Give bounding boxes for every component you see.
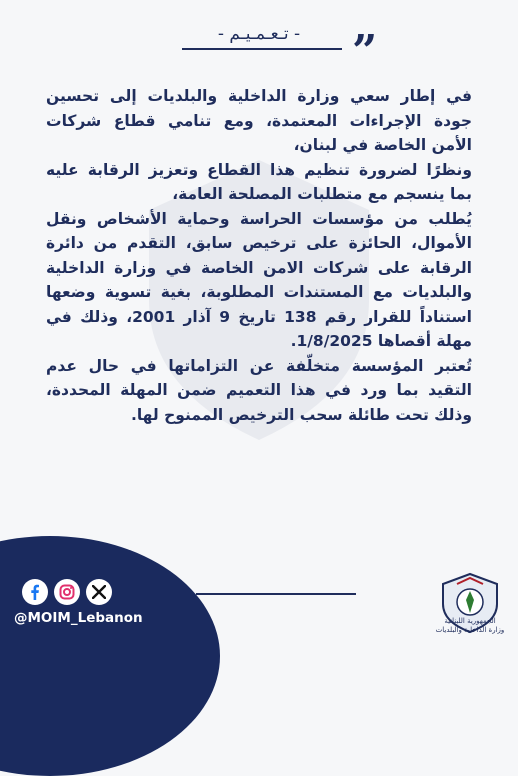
paragraph-reason: ونظرًا لضرورة تنظيم هذا القطاع وتعزيز الرقابة عليه بما ينسجم مع متطلبات المصلحة العامة، [46, 160, 472, 203]
title-underline [182, 48, 342, 50]
facebook-icon[interactable] [22, 579, 48, 605]
instagram-icon[interactable] [54, 579, 80, 605]
paragraph-intro: في إطار سعي وزارة الداخلية والبلديات إلى تحسين جودة الإجراءات المعتمدة، ومع تنامي قطاع شركات الأمن الخاصة في لبنان، [46, 87, 472, 154]
x-icon[interactable] [86, 579, 112, 605]
footer-corner-shape [0, 536, 220, 776]
page-title: - تـعـمـيـم - [217, 24, 301, 44]
bottom-divider [196, 593, 356, 595]
circular-body [46, 84, 472, 427]
social-links [22, 579, 112, 605]
paragraph-request: يُطلب من مؤسسات الحراسة وحماية الأشخاص ونقل الأموال، الحائزة على ترخيص سابق، التقدم من دائرة الرقابة على شركات الامن الخاصة في وزارة الداخلية والبلديات مع المستندات المطلوبة، بغية تسوية وضعها استناداً للقرار رقم 138 تاريخ 9 آذار 2001، وذلك في مهلة أقصاها 1/8/2025. [46, 209, 472, 350]
logo-caption-line2: وزارة الداخلية والبلديات [435, 626, 505, 634]
social-handle[interactable]: @MOIM_Lebanon [14, 610, 143, 626]
paragraph-penalty: تُعتبر المؤسسة متخلّفة عن التزاماتها في حال عدم التقيد بما ورد في هذا التعميم ضمن المهلة المحددة، وذلك تحت طائلة سحب الترخيص الممنوح لها. [46, 356, 472, 424]
opening-quote-icon: ” [352, 26, 378, 77]
logo-caption-line1: الجمهورية اللبنانية [444, 617, 496, 625]
logo-caption [428, 617, 512, 635]
